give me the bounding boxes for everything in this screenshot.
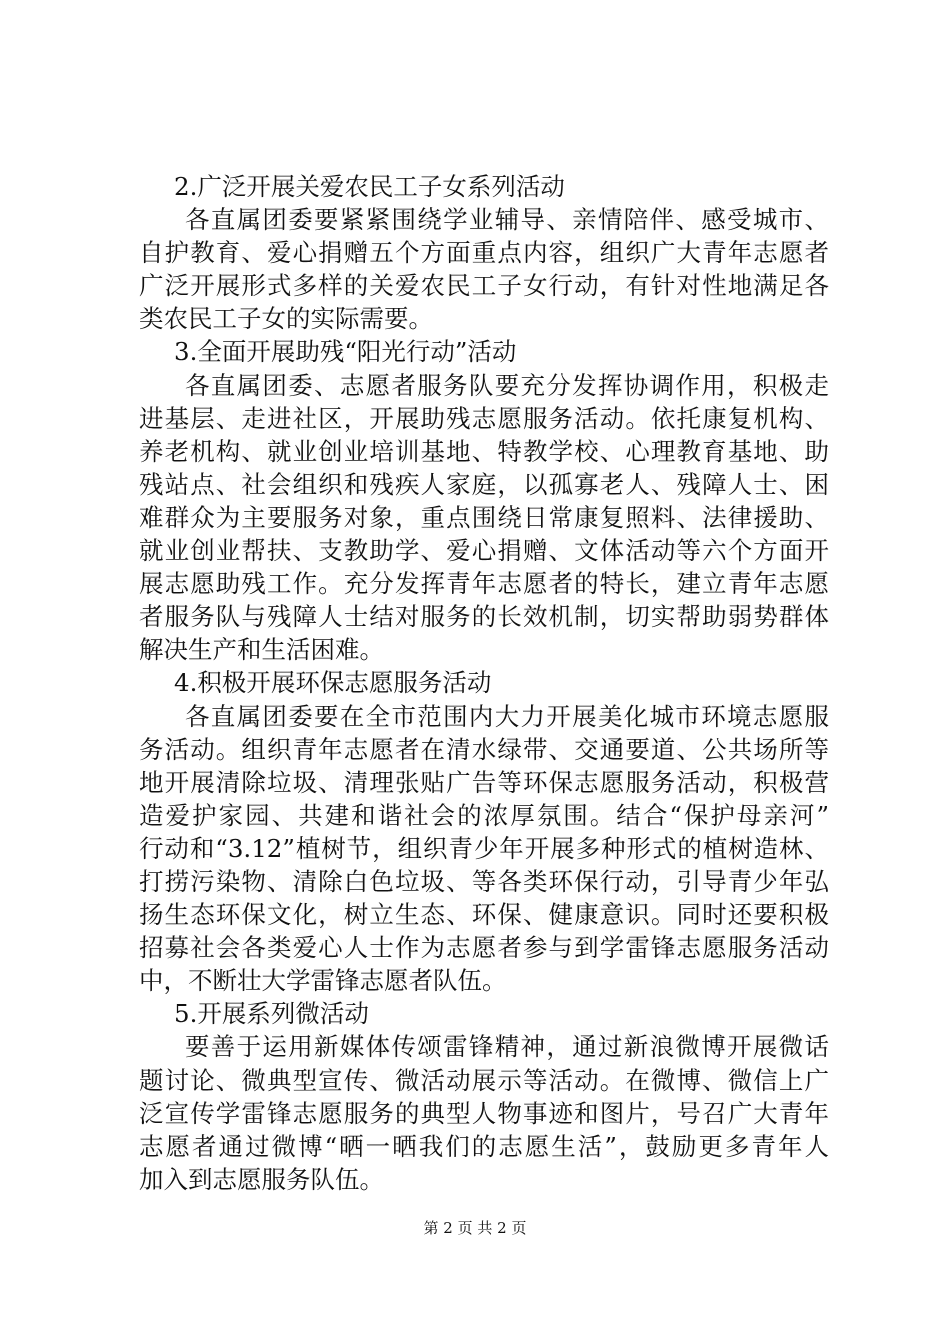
paragraph-line: 广泛开展形式多样的关爱农民工子女行动，有针对性地满足各	[139, 271, 829, 301]
paragraph-line: 解决生产和生活困难。	[139, 635, 384, 665]
paragraph-line: 扬生态环保文化，树立生态、环保、健康意识。同时还要积极	[139, 900, 829, 930]
section-heading: 4.积极开展环保志愿服务活动	[174, 668, 492, 698]
document-body	[139, 170, 829, 1196]
paragraph-line: 就业创业帮扶、支教助学、爱心捐赠、文体活动等六个方面开	[139, 536, 829, 566]
paragraph-line: 泛宣传学雷锋志愿服务的典型人物事迹和图片，号召广大青年	[139, 1098, 829, 1128]
paragraph-line: 中，不断壮大学雷锋志愿者队伍。	[139, 966, 507, 996]
paragraph-line: 加入到志愿服务队伍。	[139, 1164, 384, 1194]
paragraph-line: 展志愿助残工作。充分发挥青年志愿者的特长，建立青年志愿	[139, 569, 829, 599]
paragraph-line: 题讨论、微典型宣传、微活动展示等活动。在微博、微信上广	[139, 1065, 829, 1095]
paragraph-line: 志愿者通过微博“晒一晒我们的志愿生活”，鼓励更多青年人	[139, 1131, 829, 1161]
paragraph-line: 养老机构、就业创业培训基地、特教学校、心理教育基地、助	[139, 436, 829, 466]
paragraph-line: 各直属团委要紧紧围绕学业辅导、亲情陪伴、感受城市、	[185, 205, 829, 235]
paragraph-line: 地开展清除垃圾、清理张贴广告等环保志愿服务活动，积极营	[139, 767, 829, 797]
paragraph-line: 各直属团委、志愿者服务队要充分发挥协调作用，积极走	[185, 370, 829, 400]
page-footer: 第 2 页 共 2 页	[423, 1219, 527, 1237]
paragraph-line: 残站点、社会组织和残疾人家庭，以孤寡老人、残障人士、困	[139, 469, 829, 499]
paragraph-line: 务活动。组织青年志愿者在清水绿带、交通要道、公共场所等	[139, 734, 829, 764]
paragraph-line: 打捞污染物、清除白色垃圾、等各类环保行动，引导青少年弘	[139, 866, 829, 896]
paragraph-line: 自护教育、爱心捐赠五个方面重点内容，组织广大青年志愿者	[139, 238, 829, 268]
paragraph-line: 行动和“3.12”植树节，组织青少年开展多种形式的植树造林、	[139, 833, 829, 863]
paragraph-line: 造爱护家园、共建和谐社会的浓厚氛围。结合“保护母亲河”	[139, 800, 829, 830]
paragraph-line: 各直属团委要在全市范围内大力开展美化城市环境志愿服	[185, 701, 829, 731]
paragraph-line: 进基层、走进社区，开展助残志愿服务活动。依托康复机构、	[139, 403, 829, 433]
section-heading: 3.全面开展助残“阳光行动”活动	[174, 337, 517, 367]
section-heading: 2.广泛开展关爱农民工子女系列活动	[174, 172, 565, 201]
paragraph-line: 要善于运用新媒体传颂雷锋精神，通过新浪微博开展微话	[185, 1032, 829, 1062]
paragraph-line: 类农民工子女的实际需要。	[139, 304, 433, 334]
paragraph-line: 招募社会各类爱心人士作为志愿者参与到学雷锋志愿服务活动	[139, 933, 829, 963]
paragraph-line: 难群众为主要服务对象，重点围绕日常康复照料、法律援助、	[139, 502, 829, 532]
section-heading: 5.开展系列微活动	[174, 999, 369, 1029]
paragraph-line: 者服务队与残障人士结对服务的长效机制，切实帮助弱势群体	[139, 602, 829, 632]
